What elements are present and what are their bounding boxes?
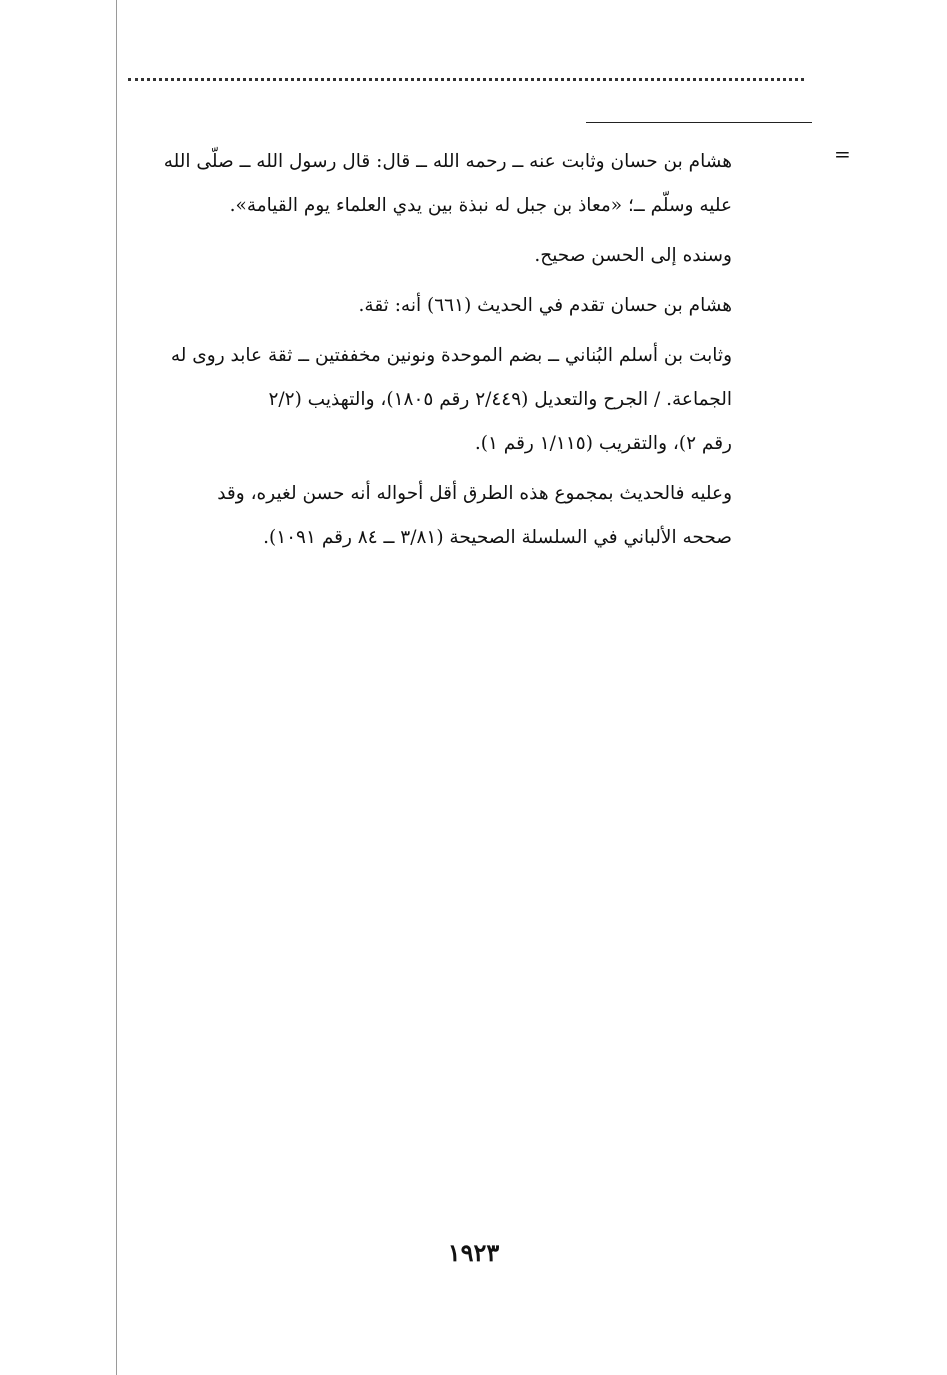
page-number: ١٩٢٣: [447, 1238, 500, 1267]
footnote-paragraph: [112, 284, 732, 328]
text-line: عليه وسلّم ــ؛ «معاذ بن جبل له نبذة بين يدي العلماء يوم القيامة».: [229, 195, 732, 216]
footnote-paragraph: [112, 334, 732, 466]
footnote-paragraph: [112, 234, 732, 278]
text-line: هشام بن حسان تقدم في الحديث (٦٦١) أنه: ثقة.: [358, 295, 732, 316]
text-line: الجماعة. / الجرح والتعديل (٢/٤٤٩ رقم ١٨٠٥)، والتهذيب (٢/٢: [268, 389, 732, 410]
text-line: وعليه فالحديث بمجموع هذه الطرق أقل أحواله أنه حسن لغيره، وقد: [217, 483, 732, 504]
text-line: صححه الألباني في السلسلة الصحيحة (٣/٨١ ــ ٨٤ رقم ١٠٩١).: [263, 527, 732, 548]
text-line: وسنده إلى الحسن صحيح.: [534, 245, 732, 266]
footnote-paragraph: [112, 140, 732, 228]
dotted-separator: [128, 78, 804, 81]
footnotes-block: [112, 140, 732, 566]
footnote-paragraph: [112, 472, 732, 560]
footnote-separator-rule: [586, 122, 812, 123]
text-line: وثابت بن أسلم البُناني ــ بضم الموحدة ونونين مخففتين ــ ثقة عابد روى له: [170, 345, 732, 366]
text-line: هشام بن حسان وثابت عنه ــ رحمه الله ــ قال: قال رسول الله ــ صلّى الله: [163, 151, 732, 172]
text-line: رقم ٢)، والتقريب (١/١١٥ رقم ١).: [474, 433, 732, 454]
continuation-mark: =: [834, 142, 851, 166]
